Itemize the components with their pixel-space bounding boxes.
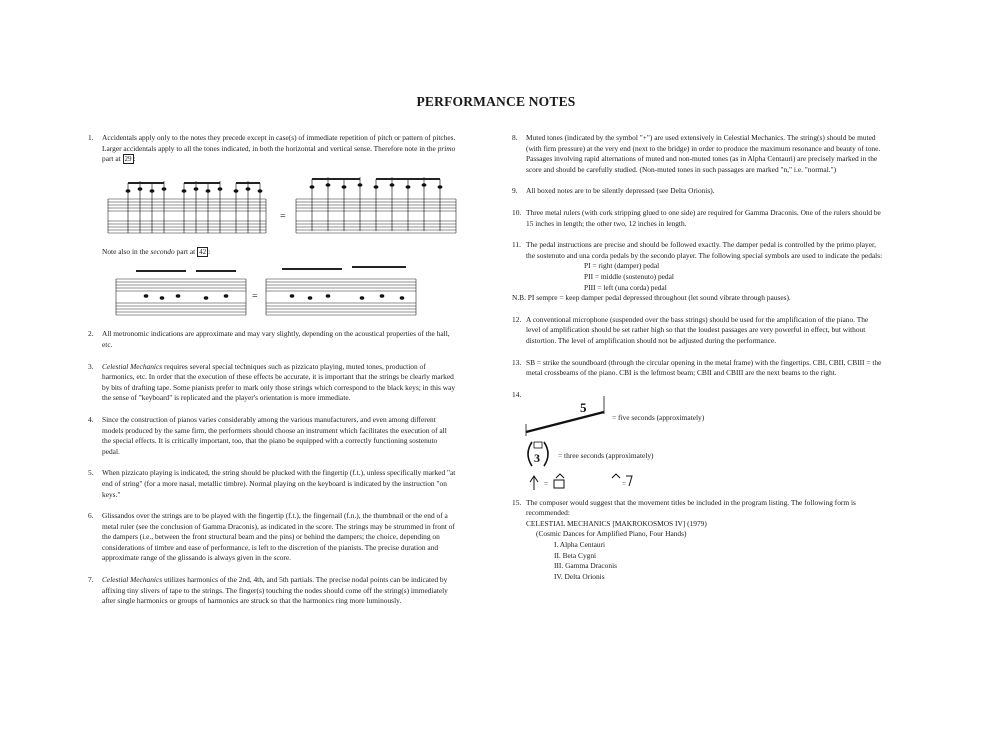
note-number: 3. (88, 361, 94, 371)
rehearsal-box-2: 42 (199, 247, 207, 256)
note-15 (512, 498, 884, 583)
program-subtitle: (Cosmic Dances for Amplified Piano, Four Hands) (536, 529, 687, 539)
note-2 (88, 329, 456, 350)
note-10 (512, 208, 884, 229)
five-seconds-symbol: 5 (580, 399, 587, 415)
note-11 (512, 240, 884, 293)
note-14 (512, 390, 884, 498)
note-text: Glissandos over the strings are to be played with the fingertip (f.t.), the fingernail (f.n.), the thumbnail or the end of a metal ruler (see the conclusion of Gamma Draconis), as indicated in the score. The strings may be strummed in front of the dampers (i.e., between the front structural beam and the pins) or behind the dampers; the choice, depending on considerations of timbre and ease of performance, is left to the discretion of the pianists. The precise duration and approximate range of the glissando is always given in the score. (102, 511, 455, 563)
note-13 (512, 358, 884, 379)
note-number: 7. (88, 575, 94, 585)
svg-text:=: = (252, 291, 258, 303)
secondo-label: secondo (150, 246, 175, 256)
pedal-list (526, 261, 884, 293)
pedal-pii: PII = middle (sostenuto) pedal (584, 271, 674, 281)
note-number: 6. (88, 511, 94, 521)
work-title: Celestial Mechanics (102, 361, 163, 371)
note-text: All metronomic indications are approximate and may vary slightly, depending on the acoustical properties of the hall, etc. (102, 329, 450, 349)
movement-1: I. Alpha Centauri (554, 540, 606, 550)
note-number: 10. (512, 207, 522, 217)
note-text: The pedal instructions are precise and should be followed exactly. The damper pedal is controlled by the primo player, the sostenuto and una corda pedals by the secondo player. The following special symbols are used to indicate the pedals: (526, 240, 883, 260)
note-number: 11. (512, 240, 521, 250)
note-text: When pizzicato playing is indicated, the string should be plucked with the fingertip (f.t.), unless specifically marked "at end of string" (for a more nasal, metallic timbre). Normal playing on the keyboard is indicated by the instruction "on keys." (102, 468, 456, 499)
program-title: CELESTIAL MECHANICS [MAKROKOSMOS IV] (1979) (526, 518, 707, 528)
part-at-label: part at (102, 154, 121, 164)
note-number: 4. (88, 414, 94, 424)
note-6 (88, 511, 456, 564)
left-column (88, 133, 456, 607)
note-4 (88, 415, 456, 457)
note-text: utilizes harmonics of the 2nd, 4th, and 5th partials. The precise nodal points can be indicated by affixing tiny slivers of tape to the strings. The finger(s) touching the nodes should come off the string(s) immediately after single harmonics or groups of harmonics are struck so that the harmonics ring more luminously. (102, 575, 448, 606)
note-8 (512, 133, 884, 175)
note-number: 14. (512, 389, 522, 399)
note-1: 1. Accidentals apply only to the notes they precede except in case(s) of immediate repetition of pitch or pattern of pitches. Larger accidentals apply to all the tones indicated, in both the horizontal and vertical sense. Therefore note in the primo part at 29 : = Note also in the secondo part at 42 : = (88, 133, 456, 325)
note-text: All boxed notes are to be silently depressed (see Delta Orionis). (526, 186, 715, 196)
movement-2: II. Beta Cygni (554, 550, 597, 560)
music-example-1 (106, 171, 458, 243)
primo-label: primo (437, 143, 456, 153)
note-number: 13. (512, 357, 522, 367)
note-number: 9. (512, 186, 518, 196)
note-number: 2. (88, 329, 94, 339)
svg-text:=: = (544, 479, 548, 488)
note-text: Accidentals apply only to the notes they precede except in case(s) of immediate repetition of pitch or pattern of pitches. Larger accidentals apply to all the tones indicated, in both the horizontal and vertical sense. Therefore note in the (102, 133, 456, 153)
part-at-label-2: part at (176, 246, 196, 256)
rehearsal-box: 29 (124, 155, 132, 164)
pedal-piii: PIII = left (una corda) pedal (584, 282, 667, 292)
note-9 (512, 186, 884, 197)
right-column (512, 133, 884, 582)
five-seconds-label: = five seconds (approximately) (612, 412, 705, 422)
note-text: Three metal rulers (with cork stripping glued to one side) are required for Gamma Draconis. One of the rulers should be 15 inches in length; the other two, 12 inches in length. (526, 207, 881, 228)
pedal-nb: N.B. PI sempre = keep damper pedal depressed throughout (let sound vibrate through pauses). (512, 293, 791, 303)
movement-3: III. Gamma Draconis (554, 561, 618, 571)
note-number: 15. (512, 497, 522, 507)
program-listing (526, 519, 884, 583)
page-title: PERFORMANCE NOTES (416, 94, 576, 109)
svg-text:=: = (280, 210, 286, 222)
note-also-text: Note also in the (102, 246, 149, 256)
note-7 (88, 575, 456, 607)
note-3 (88, 362, 456, 404)
note-text: SB = strike the soundboard (through the circular opening in the metal frame) with the fingertips. CBI, CBII, CBIII = the metal crossbeams of the piano. CBI is the leftmost beam; CBII and CBIII are the next beams to the right. (526, 357, 882, 378)
note-number: 1. (88, 133, 94, 142)
note-number: 8. (512, 133, 518, 142)
note-12 (512, 315, 884, 347)
note-number: 12. (512, 314, 522, 324)
note-number: 5. (88, 468, 94, 478)
three-seconds-label: = three seconds (approximately) (558, 450, 654, 460)
note-text: Since the construction of pianos varies considerably among the various manufacturers, and even among different models produced by the same firm, the performers should choose an instrument which facilitates the execution of all the special effects. It is critically important, too, that the piano be equipped with a correctly functioning sostenuto pedal. (102, 414, 447, 456)
svg-text:=: = (622, 479, 626, 488)
duration-symbols-figure (522, 390, 762, 494)
note-text: Muted tones (indicated by the symbol "+") are used extensively in Celestial Mechanics. The string(s) should be muted (with firm pressure) at the very end (next to the bridge) in order to produce the maximum resonance and beauty of tone. Passages involving rapid alternations of muted and non-muted tones (as in Alpha Centauri) are precisely marked in the score and should be carefully studied. (Non-muted tones in such passages are marked "n," i.e. "normal.") (526, 133, 881, 174)
music-example-2 (106, 263, 458, 325)
note-text: The composer would suggest that the movement titles be included in the program listing. The following form is recommended: (526, 497, 856, 518)
movement-4: IV. Delta Orionis (554, 571, 605, 581)
note-text: A conventional microphone (suspended over the bass strings) should be used for the amplification of the piano. The level of amplification should be set rather high so that the loudest passages are very powerful in effect, but without distortion. The level of amplification should not be adjusted during the performance. (526, 314, 869, 345)
note-5 (88, 468, 456, 500)
three-seconds-symbol: 3 (534, 450, 540, 465)
note-text: requires several special techniques such as pizzicato playing, muted tones, production of harmonics, etc. In order that the execution of these effects be accurate, it is important that the strings be clearly marked by bits of drafting tape. Some pianists prefer to mark only those strings which correspond to the black keys; in this way the sense of "keyboard" is replicated and the player's orientation is more immediate. (102, 361, 456, 403)
pedal-pi: PI = right (damper) pedal (584, 261, 660, 271)
work-title: Celestial Mechanics (102, 575, 163, 585)
